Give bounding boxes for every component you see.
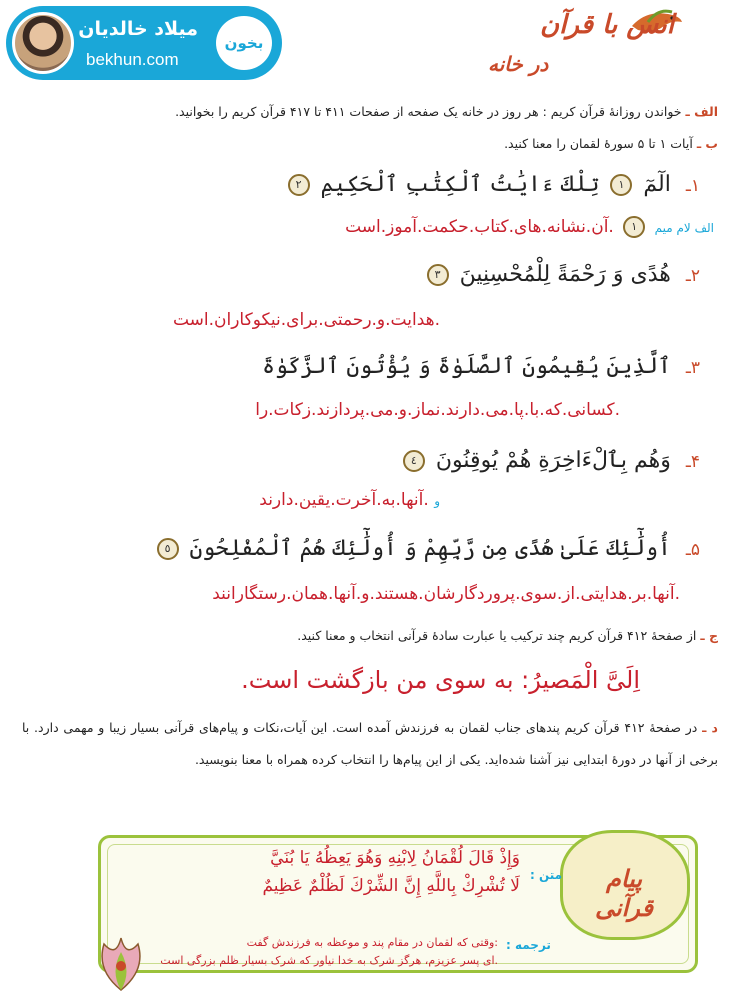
- verse-number: ۱ـ: [685, 176, 700, 196]
- verse-4-translation: [259, 490, 440, 510]
- author-name: میلاد خالدیان: [78, 18, 198, 40]
- verse-3: [262, 354, 700, 379]
- ayah-marker: ١: [610, 174, 632, 196]
- author-badge[interactable]: [6, 6, 282, 80]
- verse-arabic: ٱلَّذِينَ يُقِيمُونَ ٱلصَّلَوٰةَ وَ يُؤْتُونَ ٱلزَّكَوٰةَ: [262, 354, 671, 379]
- verse-3-translation: .کسانی.که.با.پا.می.دارند.نماز.و.می.پردازند.زکات.را: [255, 400, 620, 420]
- matn-line-2: لَا تُشْرِكْ بِاللَّهِ إِنَّ الشِّرْكَ لَظُلْمٌ عَظِيمٌ: [262, 876, 520, 896]
- verse-arabic: هُدًى وَ رَحْمَةً لِلْمُحْسِنِينَ: [459, 262, 671, 287]
- verse-4: [399, 448, 700, 473]
- payam-title: پیام قرآنی: [594, 864, 654, 922]
- alef-label: الف ـ: [685, 104, 718, 119]
- translation-prefix: و: [434, 494, 440, 508]
- verse-5: [153, 536, 700, 561]
- verse-arabic: الٓمٓ: [643, 172, 671, 197]
- verse-arabic-2: تِلْكَ ءَايَٰتُ ٱلْكِتَٰبِ ٱلْحَكِيمِ: [320, 172, 600, 197]
- alef-text: خواندن روزانهٔ قرآن کریم : هر روز در خانه یک صفحه از صفحات ۴۱۱ تا ۴۱۷ قرآن کریم را بخوانید.: [175, 104, 682, 119]
- instruction-dal: [22, 712, 718, 776]
- dal-label: د ـ: [702, 720, 718, 735]
- site-logo: بخون: [216, 16, 272, 70]
- jim-label: ج ـ: [700, 628, 718, 643]
- verse-2-translation: .هدایت.و.رحمتی.برای.نیکوکاران.است: [172, 310, 440, 330]
- site-url[interactable]: bekhun.com: [86, 50, 179, 69]
- matn-label: متن :: [530, 868, 563, 882]
- tarjome-line-2: .ای پسر عزیزم، هرگز شرک به خدا نیاور که شرک بسیار ظلم بزرگی است: [160, 954, 498, 967]
- ayah-marker: ٥: [157, 538, 179, 560]
- verse-number: ۵ـ: [685, 540, 700, 560]
- avatar: [12, 12, 74, 74]
- jim-answer: اِلَیَّ الْمَصیرُ: به سوی من بازگشت است.: [241, 666, 640, 694]
- jim-text: از صفحهٔ ۴۱۲ قرآن کریم چند ترکیب یا عبارت سادهٔ قرآنی انتخاب و معنا کنید.: [297, 628, 697, 643]
- ayah-marker: ٤: [403, 450, 425, 472]
- instruction-jim: [297, 628, 718, 643]
- ayah-marker: ٢: [288, 174, 310, 196]
- instruction-alef: [175, 104, 718, 119]
- section-title-main: انس با قرآن: [540, 10, 674, 40]
- tarjome-line-1: :وقتی که لقمان در مقام پند و موعظه به فرزندش گفت: [246, 936, 498, 949]
- section-title-sub: در خانه: [488, 52, 549, 76]
- be-label: ب ـ: [696, 136, 718, 151]
- matn-line-1: وَإِذْ قَالَ لُقْمَانُ لِابْنِهِ وَهُوَ يَعِظُهُ يَا بُنَيَّ: [270, 848, 520, 868]
- verse-number: ۲ـ: [685, 266, 700, 286]
- verse-2: [423, 262, 700, 287]
- ayah-marker: ٣: [427, 264, 449, 286]
- verse-1: [284, 172, 700, 197]
- verse-1-translation: [345, 216, 714, 238]
- payam-badge: [560, 830, 690, 940]
- instruction-be: [504, 136, 718, 151]
- verse-arabic: أُولَٰٓئِكَ عَلَىٰ هُدًى مِن رَّبِّهِمْ وَ أُولَٰٓئِكَ هُمُ ٱلْمُفْلِحُونَ: [189, 536, 671, 561]
- verse-number: ۴ـ: [685, 452, 700, 472]
- translation-prefix: الف لام میم: [654, 221, 714, 235]
- dal-text: در صفحهٔ ۴۱۲ قرآن کریم پندهای جناب لقمان به فرزندش آمده است. این آیات،نکات و پیام‌های قرآنی بسیار زیبا و مهمی دارد. با برخی از آنها در دورهٔ ابتدایی نیز آشنا شده‌اید. یکی از این پیام‌ها را انتخاب کرده همراه با معنا بنویسید.: [22, 720, 718, 767]
- verse-5-translation: .آنها.بر.هدایتی.از.سوی.پروردگارشان.هستند.و.آنها.همان.رستگارانند: [212, 584, 680, 604]
- verse-arabic: وَهُم بِٱلْءَاخِرَةِ هُمْ يُوقِنُونَ: [435, 448, 671, 473]
- ayah-marker: ١: [623, 216, 645, 238]
- verse-number: ۳ـ: [685, 358, 700, 378]
- translation-text: .آن.نشانه.های.کتاب.حکمت.آموز.است: [345, 217, 614, 237]
- translation-text: .آنها.به.آخرت.یقین.دارند: [259, 490, 429, 510]
- section-title: [480, 4, 690, 94]
- flower-ornament-icon: [86, 930, 156, 996]
- tarjome-label: ترجمه :: [506, 938, 551, 952]
- be-text: آیات ۱ تا ۵ سورهٔ لقمان را معنا کنید.: [504, 136, 693, 151]
